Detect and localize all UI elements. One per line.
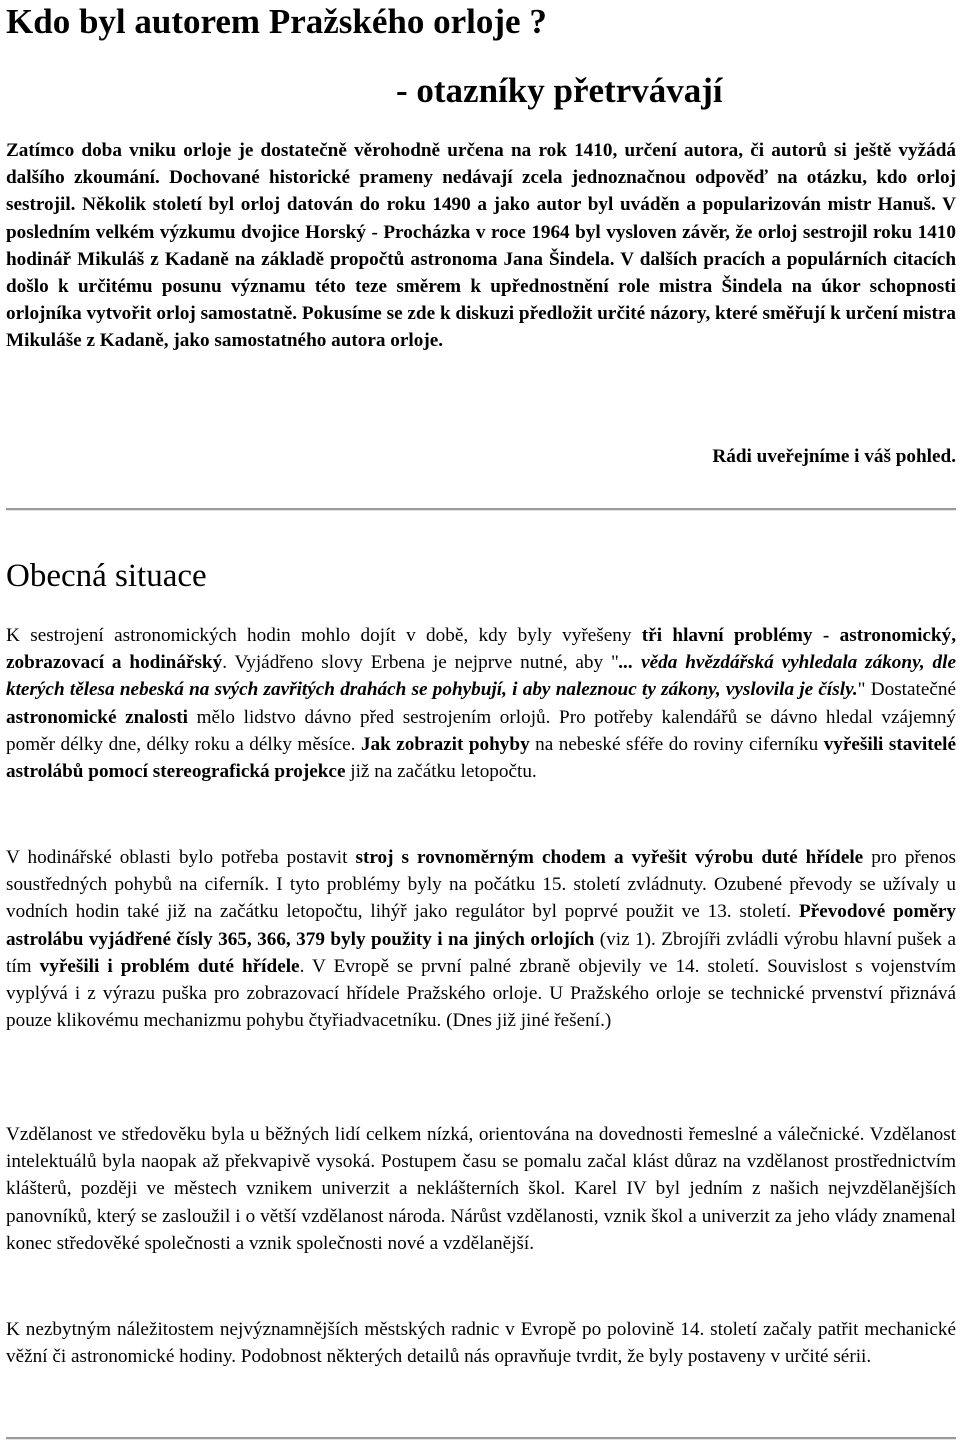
page-subtitle: - otazníky přetrvávají xyxy=(396,71,723,110)
closing-line: Rádi uveřejníme i váš pohled. xyxy=(712,446,956,467)
text-span: K sestrojení astronomických hodin mohlo dojít v době, kdy byly vyřešeny xyxy=(6,625,642,646)
horizontal-rule-top xyxy=(6,508,956,511)
section-paragraph-1 xyxy=(6,622,956,785)
text-span: mělo lidstvo dávno před sestrojením orlojů. Pro potřeby kalendářů se dávno hledal vzájemný poměr délky dne, délky roku a délky měsíce. xyxy=(6,706,957,755)
text-span: . V Evropě se první palné zbraně objevily ve 14. století. Souvislost s vojenstvím vyplývá i z výrazu puška pro zobrazovací hřídele Pražského orloje. U Pražského orloje se technické prvenství přiznává pouze klikovému mechanizmu pohybu čtyřiadvacetníku. (Dnes již jiné řešení.) xyxy=(6,955,957,1032)
text-span: . Vyjádřeno slovy Erbena je nejprve nutné, aby " xyxy=(222,652,619,674)
bold-span: vyřešili i problém duté hřídele xyxy=(39,955,300,977)
bold-italic-quote: ... věda hvězdářská vyhledala zákony, dle kterých tělesa nebeská na svých zavřitých drahách se pohybují, i aby naleznouc ty zákony, vyslovila je čísly. xyxy=(6,652,956,701)
bold-span: Převodové poměry astrolábu vyjádřené čísly 365, 366, 379 byly použity i na jiných orlojích xyxy=(6,901,956,950)
text-span: (viz 1). Zbrojíři zvládli výrobu hlavní pušek a tím xyxy=(6,928,956,977)
section-paragraph-4: K nezbytným náležitostem nejvýznamnějších městských radnic v Evropě po polovině 14. století začaly patřit mechanické věžní či astronomické hodiny. Podobnost některých detailů nás opravňuje tvrdit, že byly postaveny v určité sérii. xyxy=(6,1319,956,1368)
horizontal-rule-bottom xyxy=(6,1437,956,1440)
text-span: pro přenos soustředných pohybů na ciferník. I tyto problémy byly na počátku 15. století zvládnuty. Ozubené převody se užívaly u vodních hodin také již na začátku letopočtu, lihýř jako regulátor byl poprvé použit ve 13. století. xyxy=(6,847,956,923)
bold-span: astronomické znalosti xyxy=(6,706,189,728)
bold-span: vyřešili stavitelé astrolábů pomocí stereografická projekce xyxy=(6,733,956,783)
page-title: Kdo byl autorem Pražského orloje ? xyxy=(6,2,547,41)
intro-paragraph: Zatímco doba vniku orloje je dostatečně věrohodně určena na rok 1410, určení autora, či autorů si ještě vyžádá dalšího zkoumání. Dochované historické prameny nedávají zcela jednoznačnou odpověď na otázku, kdo orloj sestrojil. Několik století byl orloj datován do roku 1490 a jako autor byl uváděn a popularizován mistr Hanuš. V posledním velkém výzkumu dvojice Horský - Procházka v roce 1964 byl vysloven závěr, že orloj sestrojil roku 1410 hodinář Mikuláš z Kadaně na základě propočtů astronoma Jana Šindela. V dalších pracích a populárních citacích došlo k určitému posunu významu této teze směrem k upřednostnění role mistra Šindela na úkor schopnosti orlojníka vytvořit orloj samostatně. Pokusíme se zde k diskuzi předložit určité názory, které směřují k určení mistra Mikuláše z Kadaně, jako samostatného autora orloje. xyxy=(6,140,956,352)
bold-span: tři hlavní problémy - astronomický, zobrazovací a hodinářský xyxy=(6,625,956,674)
bold-span: Jak zobrazit pohyby xyxy=(360,733,530,755)
text-span: na nebeské sféře do roviny ciferníku xyxy=(529,733,824,755)
section-paragraph-2 xyxy=(6,844,956,1034)
text-span: již na začátku letopočtu. xyxy=(345,761,537,783)
text-span: " Dostatečné xyxy=(857,679,956,701)
text-span: V hodinářské oblasti bylo potřeba postavit xyxy=(6,847,356,868)
bold-span: stroj s rovnoměrným chodem a vyřešit výrobu duté hřídele xyxy=(355,847,864,868)
section-heading: Obecná situace xyxy=(6,558,207,594)
section-paragraph-3: Vzdělanost ve středověku byla u běžných lidí celkem nízká, orientována na dovednosti řemeslné a válečnické. Vzdělanost intelektuálů byla naopak až překvapivě vysoká. Postupem času se pomalu začal klást důraz na vzdělanost prostřednictvím klášterů, později ve městech vznikem univerzit a neklášterních škol. Karel IV byl jedním z našich nejvzdělanějších panovníků, který se zasloužil i o větší vzdělanost národa. Nárůst vzdělanosti, vznik škol a univerzit za jeho vlády znamenal konec středověké společnosti a vznik společnosti nové a vzdělanější. xyxy=(6,1124,956,1254)
